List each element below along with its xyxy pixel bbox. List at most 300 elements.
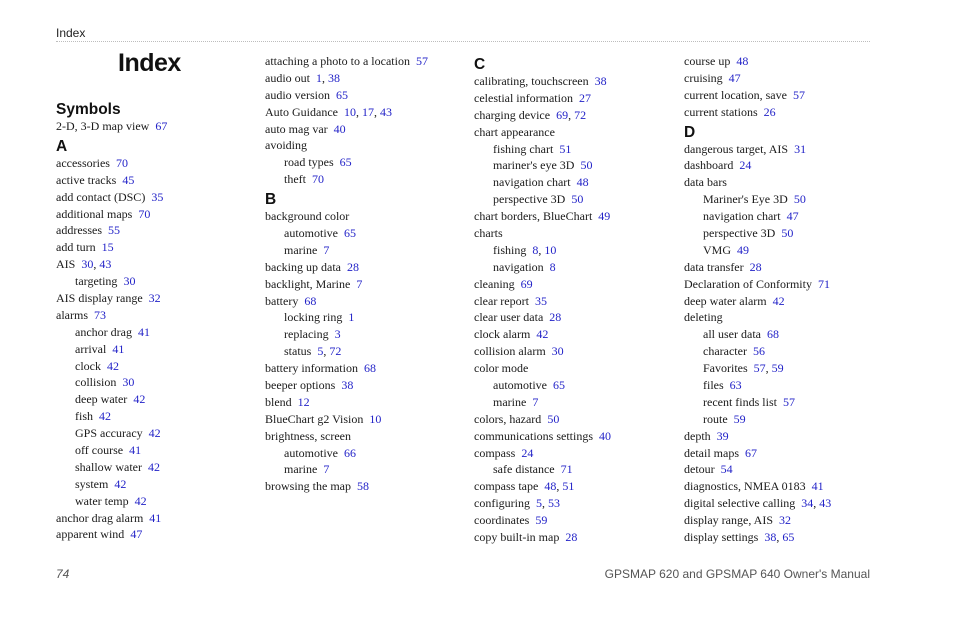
index-term: Auto Guidance: [265, 104, 338, 119]
page-link[interactable]: 42: [536, 327, 549, 342]
index-term: collision: [75, 375, 117, 390]
index-entry: [684, 87, 884, 104]
index-entry: [474, 529, 674, 546]
index-subentry: [265, 309, 465, 326]
index-entry: [474, 225, 674, 242]
index-entry: Auto Guidance 10, 17, 43: [265, 104, 392, 119]
index-term: cruising: [684, 70, 723, 85]
page-link[interactable]: 53: [548, 496, 560, 511]
index-term: road types: [284, 155, 334, 170]
page-link[interactable]: 50: [547, 411, 560, 426]
page-link[interactable]: 30: [123, 274, 136, 289]
index-subentry: [56, 493, 256, 510]
page-link[interactable]: 42: [114, 476, 127, 491]
index-entry: [684, 428, 884, 445]
index-subentry: [474, 191, 674, 208]
page-link[interactable]: 57: [792, 87, 805, 102]
page-link[interactable]: 58: [357, 479, 369, 494]
index-term: perspective 3D: [493, 192, 566, 207]
page-link[interactable]: 68: [766, 327, 779, 342]
index-term: colors, hazard: [474, 411, 542, 426]
section-heading: D: [684, 123, 696, 141]
index-entry: [56, 307, 256, 324]
page-link[interactable]: 42: [99, 409, 111, 424]
index-entry: [474, 90, 674, 107]
page-link[interactable]: 27: [578, 90, 591, 105]
index-entry: [265, 394, 465, 411]
index-term: automotive: [493, 378, 547, 393]
index-term: clock alarm: [474, 327, 531, 342]
page-link[interactable]: 71: [560, 462, 573, 477]
index-term: data transfer: [684, 259, 744, 274]
page-link[interactable]: 17: [361, 104, 374, 119]
index-subentry: [265, 242, 465, 259]
index-subentry: [56, 324, 256, 341]
index-term: files: [703, 378, 724, 393]
page-link[interactable]: 7: [323, 242, 330, 257]
page-link[interactable]: 49: [737, 242, 750, 257]
index-subentry: [474, 157, 674, 174]
index-term: celestial information: [474, 90, 573, 105]
page-link[interactable]: 51: [559, 141, 572, 156]
page-link[interactable]: 59: [733, 411, 746, 426]
index-entry: [684, 445, 884, 462]
index-term: audio out: [265, 70, 310, 85]
index-term: all user data: [703, 327, 761, 342]
page-link[interactable]: 48: [544, 479, 557, 494]
index-subentry: Favorites 57, 59: [703, 361, 784, 376]
index-term: attaching a photo to a location: [265, 54, 410, 68]
page-link[interactable]: 38: [594, 74, 607, 88]
index-term: charts: [474, 226, 503, 241]
index-term: brightness, screen: [265, 428, 351, 443]
index-term: digital selective calling: [684, 496, 796, 511]
index-subentry: [474, 141, 674, 158]
page-link[interactable]: 68: [363, 361, 376, 376]
page-link[interactable]: 30: [551, 344, 564, 359]
page-link[interactable]: 72: [329, 344, 342, 359]
page-link[interactable]: 65: [336, 87, 348, 102]
index-term: off course: [75, 443, 124, 458]
page-link[interactable]: 42: [772, 293, 785, 308]
index-term: calibrating, touchscreen: [474, 74, 589, 88]
page-link[interactable]: 7: [532, 394, 539, 409]
page-link[interactable]: 28: [549, 310, 562, 325]
page-link[interactable]: 24: [739, 158, 752, 173]
index-term: clear user data: [474, 310, 544, 325]
index-entry: [265, 87, 465, 104]
page-link[interactable]: 43: [379, 104, 392, 119]
index-term: battery: [265, 293, 299, 308]
index-term: targeting: [75, 274, 118, 289]
index-term: 2-D, 3-D map view: [56, 119, 150, 133]
page-link[interactable]: 66: [344, 445, 356, 460]
index-entry: [265, 259, 465, 276]
index-subentry: [684, 343, 884, 360]
index-term: add turn: [56, 240, 96, 255]
index-entry: [56, 510, 256, 527]
index-term: collision alarm: [474, 344, 546, 359]
index-entry: [474, 360, 674, 377]
index-entry: configuring 5, 53: [474, 496, 560, 511]
index-subentry: [56, 408, 256, 425]
index-entry: [684, 309, 884, 326]
index-term: recent finds list: [703, 394, 777, 409]
index-entry: [474, 326, 674, 343]
running-header: Index: [56, 26, 86, 40]
page-link[interactable]: 15: [101, 240, 114, 255]
page-link[interactable]: 42: [147, 459, 160, 474]
page-link[interactable]: 68: [304, 293, 317, 308]
index-entry: [265, 478, 465, 495]
page-link[interactable]: 32: [779, 513, 791, 528]
index-column-3: [474, 53, 674, 546]
page-link[interactable]: 73: [94, 307, 106, 322]
index-term: browsing the map: [265, 479, 351, 494]
index-term: route: [703, 411, 728, 426]
page-link[interactable]: 34: [801, 496, 814, 511]
index-entry: display settings 38, 65: [684, 530, 795, 545]
page-link[interactable]: 10: [343, 104, 356, 119]
index-term: fishing: [493, 242, 527, 257]
index-subentry: [684, 377, 884, 394]
page-link[interactable]: 8: [532, 242, 539, 257]
page-link[interactable]: 40: [333, 121, 346, 136]
index-subentry: [474, 461, 674, 478]
index-term: character: [703, 344, 747, 359]
index-entry: [684, 293, 884, 310]
index-term: dashboard: [684, 158, 734, 173]
page-link[interactable]: 26: [763, 104, 776, 119]
page-link[interactable]: 12: [297, 394, 310, 409]
page-link[interactable]: 28: [346, 259, 359, 274]
page-link[interactable]: 10: [544, 242, 557, 257]
page-link[interactable]: 42: [133, 392, 146, 407]
page-link[interactable]: 38: [341, 378, 354, 393]
index-subentry: [474, 377, 674, 394]
index-term: shallow water: [75, 459, 142, 474]
page-link[interactable]: 24: [521, 445, 534, 460]
index-term: marine: [284, 462, 318, 477]
index-term: add contact (DSC): [56, 189, 146, 204]
page-link[interactable]: 43: [99, 257, 112, 272]
index-entry: [684, 104, 884, 121]
index-subentry: [56, 442, 256, 459]
index-subentry: [56, 358, 256, 375]
index-term: detail maps: [684, 445, 739, 460]
index-entry: [56, 118, 256, 135]
page-link[interactable]: 41: [129, 443, 142, 458]
index-entry: [265, 360, 465, 377]
page-link[interactable]: 50: [580, 158, 593, 173]
page-link[interactable]: 5: [317, 344, 324, 359]
page-link[interactable]: 28: [749, 259, 762, 274]
index-term: theft: [284, 172, 306, 187]
page-link[interactable]: 31: [794, 141, 807, 156]
index-entry: [56, 172, 256, 189]
page-link[interactable]: 49: [598, 209, 611, 224]
page-link[interactable]: 42: [134, 493, 147, 508]
index-term: anchor drag alarm: [56, 510, 144, 525]
index-entry: [56, 526, 256, 543]
manual-title: GPSMAP 620 and GPSMAP 640 Owner's Manual: [604, 567, 870, 581]
index-subentry: [265, 225, 465, 242]
page-link[interactable]: 69: [556, 107, 569, 122]
page-link[interactable]: 47: [130, 527, 143, 542]
index-entry: [474, 343, 674, 360]
page-link[interactable]: 57: [753, 361, 766, 376]
page-link[interactable]: 5: [536, 496, 542, 511]
index-subentry: [56, 459, 256, 476]
page-link[interactable]: 50: [793, 192, 806, 207]
index-entry: [474, 73, 674, 90]
index-term: safe distance: [493, 462, 555, 477]
page-link[interactable]: 47: [728, 70, 741, 85]
index-term: cleaning: [474, 276, 515, 291]
page-link[interactable]: 41: [149, 510, 162, 525]
page-link[interactable]: 59: [771, 361, 784, 376]
index-entry: [265, 137, 465, 154]
page-link[interactable]: 50: [781, 226, 794, 241]
index-term: navigation chart: [703, 209, 781, 224]
index-subentry: [56, 425, 256, 442]
page-link[interactable]: 38: [328, 70, 340, 85]
index-term: automotive: [284, 226, 338, 241]
page-link[interactable]: 3: [334, 327, 341, 342]
page-link[interactable]: 45: [122, 172, 135, 187]
index-entry: [265, 53, 465, 70]
index-entry: [474, 208, 674, 225]
page-link[interactable]: 65: [782, 530, 795, 545]
index-term: GPS accuracy: [75, 426, 143, 441]
index-term: anchor drag: [75, 324, 132, 339]
index-term: background color: [265, 209, 350, 224]
page-link[interactable]: 43: [819, 496, 832, 511]
index-entry: charging device 69, 72: [474, 107, 587, 122]
page-link[interactable]: 41: [112, 341, 125, 356]
index-term: dangerous target, AIS: [684, 141, 789, 156]
index-term: Mariner's Eye 3D: [703, 192, 788, 207]
index-term: locking ring: [284, 310, 343, 325]
index-term: AIS: [56, 257, 76, 272]
index-term: backlight, Marine: [265, 276, 351, 291]
index-entry: [684, 461, 884, 478]
index-subentry: [684, 208, 884, 225]
page-link[interactable]: 41: [811, 479, 824, 494]
page-link[interactable]: 7: [356, 276, 363, 291]
index-term: VMG: [703, 242, 732, 257]
page-link[interactable]: 63: [729, 378, 742, 393]
page-link[interactable]: 56: [752, 344, 765, 359]
index-subentry: [56, 391, 256, 408]
page-link[interactable]: 47: [786, 209, 799, 224]
index-subentry: [684, 394, 884, 411]
index-subentry: [265, 445, 465, 462]
index-entry: [474, 445, 674, 462]
index-term: replacing: [284, 327, 329, 342]
index-term: accessories: [56, 155, 110, 170]
index-term: apparent wind: [56, 527, 125, 542]
page-link[interactable]: 57: [782, 394, 795, 409]
index-term: fish: [75, 409, 93, 424]
page-link[interactable]: 35: [151, 189, 164, 204]
index-entry: [56, 189, 256, 206]
index-term: data bars: [684, 175, 727, 190]
index-term: additional maps: [56, 206, 133, 221]
index-entry: [56, 206, 256, 223]
index-term: arrival: [75, 341, 107, 356]
index-term: marine: [493, 394, 527, 409]
index-term: addresses: [56, 223, 102, 238]
index-term: chart appearance: [474, 124, 555, 139]
index-entry: [684, 70, 884, 87]
index-entry: [56, 155, 256, 172]
page-link[interactable]: 42: [107, 358, 119, 373]
page-link[interactable]: 71: [817, 276, 830, 291]
index-entry: [684, 478, 884, 495]
index-term: communications settings: [474, 428, 593, 443]
index-term: status: [284, 344, 312, 359]
index-term: battery information: [265, 361, 358, 376]
index-term: beeper options: [265, 378, 336, 393]
index-term: deleting: [684, 310, 723, 325]
index-subentry: [474, 259, 674, 276]
index-term: auto mag var: [265, 121, 328, 136]
index-term: perspective 3D: [703, 226, 776, 241]
index-term: display settings: [684, 530, 759, 545]
page-link[interactable]: 42: [148, 426, 161, 441]
index-entry: [684, 259, 884, 276]
section-heading: C: [474, 56, 486, 73]
index-term: copy built-in map: [474, 530, 560, 545]
index-column-4: [684, 53, 884, 546]
index-entry: [474, 411, 674, 428]
index-subentry: [684, 411, 884, 428]
index-entry: [265, 293, 465, 310]
index-entry: [265, 411, 465, 428]
index-term: fishing chart: [493, 141, 554, 156]
page-link[interactable]: 32: [148, 291, 161, 306]
page-link[interactable]: 65: [339, 155, 352, 170]
page-link[interactable]: 30: [122, 375, 135, 390]
index-entry: audio out 1, 38: [265, 70, 340, 85]
page-link[interactable]: 72: [574, 107, 587, 122]
page-link[interactable]: 1: [316, 70, 322, 85]
index-entry: [265, 276, 465, 293]
page-link[interactable]: 40: [599, 428, 611, 443]
index-term: charging device: [474, 107, 551, 122]
index-term: navigation: [493, 259, 544, 274]
page-link[interactable]: 10: [369, 411, 382, 426]
page-link[interactable]: 51: [562, 479, 575, 494]
index-term: deep water alarm: [684, 293, 767, 308]
page-link[interactable]: 8: [549, 259, 556, 274]
page-link[interactable]: 65: [553, 378, 565, 393]
index-subentry: [265, 171, 465, 188]
index-term: Declaration of Conformity: [684, 276, 812, 291]
index-term: detour: [684, 462, 715, 477]
index-term: depth: [684, 428, 711, 443]
index-entry: [684, 157, 884, 174]
page-link[interactable]: 35: [534, 293, 547, 308]
index-term: system: [75, 476, 109, 491]
page-link[interactable]: 70: [312, 172, 324, 187]
page-link[interactable]: 57: [415, 54, 428, 68]
index-entry: [474, 293, 674, 310]
page-link[interactable]: 54: [720, 462, 733, 477]
section-heading: A: [56, 137, 68, 155]
index-column-1: [56, 98, 256, 543]
index-term: compass tape: [474, 479, 539, 494]
index-entry: [684, 276, 884, 293]
index-entry: compass tape 48, 51: [474, 479, 575, 494]
index-term: compass: [474, 445, 516, 460]
page-link[interactable]: 65: [344, 226, 356, 241]
header-rule: [56, 41, 870, 42]
index-subentry: [684, 191, 884, 208]
index-term: current location, save: [684, 87, 787, 102]
index-term: course up: [684, 54, 731, 68]
index-column-2: [265, 53, 465, 495]
page-link[interactable]: 70: [115, 155, 128, 170]
page-link[interactable]: 59: [535, 513, 548, 528]
page-link[interactable]: 1: [348, 310, 355, 325]
index-term: coordinates: [474, 513, 530, 528]
index-term: audio version: [265, 87, 330, 102]
index-subentry: [474, 174, 674, 191]
page-link[interactable]: 39: [716, 428, 729, 443]
index-entry: [684, 141, 884, 158]
index-subentry: fishing 8, 10: [493, 242, 557, 257]
index-entry: [684, 512, 884, 529]
index-term: water temp: [75, 493, 129, 508]
index-subentry: [56, 341, 256, 358]
index-entry: [474, 512, 674, 529]
index-entry: [474, 124, 674, 141]
page-link[interactable]: 7: [323, 462, 330, 477]
page-link[interactable]: 48: [736, 54, 749, 68]
page-link[interactable]: 70: [138, 206, 151, 221]
page-link[interactable]: 30: [81, 257, 94, 272]
page-link[interactable]: 67: [155, 119, 168, 133]
page-link[interactable]: 67: [744, 445, 757, 460]
page-link[interactable]: 55: [107, 223, 120, 238]
index-term: AIS display range: [56, 291, 143, 306]
page-link[interactable]: 41: [137, 324, 150, 339]
page-link[interactable]: 48: [576, 175, 589, 190]
page-link[interactable]: 69: [520, 276, 533, 291]
index-term: blend: [265, 394, 292, 409]
index-term: current stations: [684, 104, 758, 119]
index-term: BlueChart g2 Vision: [265, 411, 364, 426]
index-term: clock: [75, 358, 101, 373]
page-title: Index: [118, 49, 181, 77]
index-term: marine: [284, 242, 318, 257]
index-entry: [265, 377, 465, 394]
page-link[interactable]: 50: [571, 192, 584, 207]
index-term: automotive: [284, 445, 338, 460]
index-subentry: status 5, 72: [284, 344, 342, 359]
page-link[interactable]: 28: [565, 530, 578, 545]
page-link[interactable]: 38: [764, 530, 777, 545]
index-entry: [56, 290, 256, 307]
page-number: 74: [56, 567, 70, 581]
index-subentry: [56, 374, 256, 391]
index-entry: [474, 428, 674, 445]
index-entry: [56, 222, 256, 239]
index-entry: digital selective calling 34, 43: [684, 496, 832, 511]
index-subentry: [265, 154, 465, 171]
